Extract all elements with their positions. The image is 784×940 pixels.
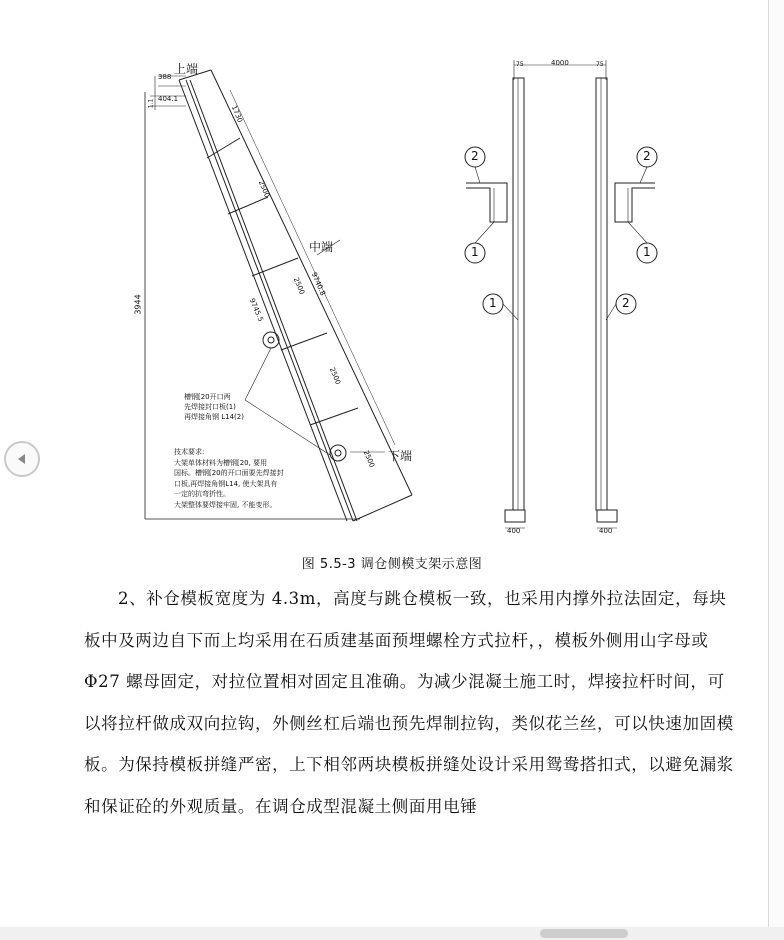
callout-1: 1 — [489, 296, 497, 310]
tech-line: 一定的抗弯折性。 — [174, 490, 230, 498]
callout-2: 2 — [622, 296, 630, 310]
body-paragraph — [84, 578, 734, 827]
callout-2: 2 — [471, 149, 479, 163]
dim-top-left: 1.1 — [147, 98, 155, 109]
bracket-front-view — [465, 60, 657, 528]
segment-5: 2500 — [361, 449, 377, 469]
tech-line: 大架整体要焊接牢固, 不能变形。 — [174, 500, 277, 509]
dim-right-offset: 75 — [596, 61, 604, 68]
segment-2: 2500 — [256, 179, 272, 199]
chevron-left-icon — [15, 452, 29, 466]
dim-top-1: 388 — [158, 73, 172, 81]
tech-requirements — [174, 447, 284, 510]
callout-1: 1 — [643, 245, 651, 259]
total-outer: 9740.8 — [309, 271, 327, 297]
horizontal-scrollbar[interactable] — [0, 927, 784, 940]
dim-width: 4000 — [551, 59, 569, 67]
paragraph-text: 2、补仓模板宽度为 4.3m，高度与跳仓模板一致，也采用内撑外拉法固定，每块板中及两边自下而上均采用在石质建基面预埋螺栓方式拉杆，，模板外侧用山字母或 Φ27 螺母固定，对拉位置相对固定且准确。为减少混凝土施工时，焊接拉杆时间，可以将拉杆做成双向拉钩，外侧丝杠后端也预先焊制拉钩，类似花兰丝，可以快速加固模板。为保持模板拼缝严密，上下相邻两块模板拼缝处设计采用鸳鸯搭扣式，以避免漏浆和保证砼的外观质量。在调仓成型混凝土侧面用电锤 — [84, 589, 734, 816]
label-bottom-end: 下端 — [388, 449, 413, 463]
label-middle: 中端 — [309, 240, 334, 254]
material-note — [184, 392, 244, 422]
segment-4: 2500 — [327, 366, 343, 386]
total-inner: 9745.5 — [247, 297, 265, 323]
callout-2: 2 — [643, 149, 651, 163]
tech-line: 技术要求: — [174, 448, 205, 456]
segment-3: 2500 — [291, 276, 307, 296]
figure-caption: 图 5.5-3 调仓侧模支架示意图 — [301, 557, 483, 572]
tech-line: 大架单体材料为槽钢[20, 要用 — [174, 458, 268, 467]
tech-line: 口板,再焊接角钢L14, 使大架具有 — [174, 479, 278, 488]
material-note-line: 槽钢[20开口两 — [184, 393, 231, 401]
horizontal-scroll-thumb[interactable] — [540, 929, 628, 938]
label-top-end: 上端 — [174, 62, 199, 76]
dim-base-left: 400 — [507, 527, 521, 535]
dim-height: 3944 — [133, 294, 143, 315]
segment-1: 1730 — [229, 104, 245, 124]
prev-page-button[interactable] — [4, 441, 40, 477]
material-note-line: 再焊接角钢 L14(2) — [184, 413, 244, 421]
tech-line: 国标。槽钢[20的开口面要先焊接封 — [174, 469, 284, 477]
material-note-line: 先焊接封口板(1) — [184, 403, 236, 411]
callout-1: 1 — [471, 245, 479, 259]
dim-top-2: 404.1 — [158, 95, 179, 103]
dim-base-right: 400 — [599, 527, 613, 535]
vertical-scrollbar[interactable] — [770, 0, 784, 927]
dim-left-offset: 75 — [516, 61, 524, 68]
